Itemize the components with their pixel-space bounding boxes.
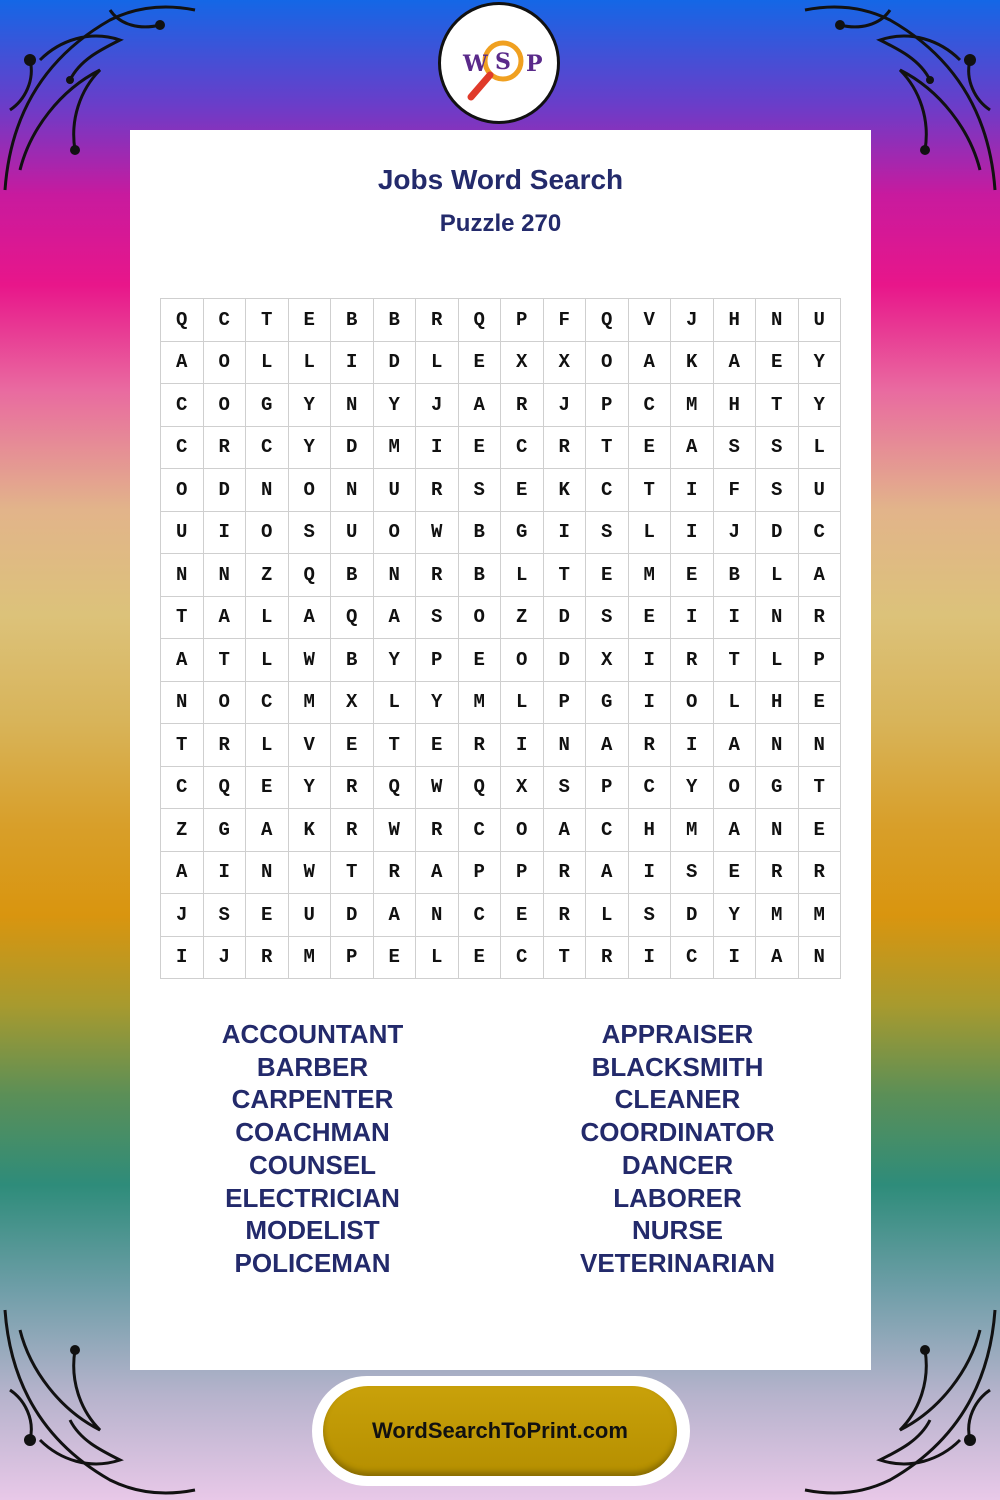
word-item: CLEANER bbox=[614, 1084, 741, 1115]
grid-cell[interactable]: B bbox=[331, 639, 374, 682]
grid-cell[interactable]: C bbox=[501, 427, 544, 470]
grid-cell[interactable]: T bbox=[544, 554, 587, 597]
grid-cell[interactable]: Y bbox=[289, 767, 332, 810]
grid-cell[interactable]: S bbox=[586, 597, 629, 640]
logo-letter-w: W bbox=[463, 51, 488, 77]
grid-cell[interactable]: Q bbox=[459, 767, 502, 810]
grid-cell[interactable]: D bbox=[671, 894, 714, 937]
grid-cell[interactable]: E bbox=[586, 554, 629, 597]
grid-cell[interactable]: O bbox=[204, 384, 247, 427]
grid-cell[interactable]: N bbox=[161, 554, 204, 597]
grid-cell[interactable]: S bbox=[204, 894, 247, 937]
grid-cell[interactable]: M bbox=[289, 682, 332, 725]
grid-cell[interactable]: R bbox=[331, 767, 374, 810]
grid-cell[interactable]: Y bbox=[416, 682, 459, 725]
grid-cell[interactable]: R bbox=[544, 894, 587, 937]
grid-cell[interactable]: K bbox=[289, 809, 332, 852]
grid-cell[interactable]: R bbox=[799, 852, 842, 895]
grid-cell[interactable]: K bbox=[671, 342, 714, 385]
grid-cell[interactable]: L bbox=[246, 724, 289, 767]
grid-cell[interactable]: I bbox=[671, 597, 714, 640]
grid-cell[interactable]: B bbox=[459, 512, 502, 555]
word-list-left bbox=[130, 1018, 495, 1280]
grid-cell[interactable]: W bbox=[416, 512, 459, 555]
grid-cell[interactable]: R bbox=[416, 554, 459, 597]
grid-cell[interactable]: W bbox=[289, 852, 332, 895]
grid-cell[interactable]: R bbox=[416, 469, 459, 512]
grid-cell[interactable]: E bbox=[756, 342, 799, 385]
grid-cell[interactable]: A bbox=[416, 852, 459, 895]
grid-cell[interactable]: E bbox=[629, 597, 672, 640]
grid-cell[interactable]: M bbox=[671, 384, 714, 427]
grid-cell[interactable]: A bbox=[246, 809, 289, 852]
grid-cell[interactable]: L bbox=[756, 554, 799, 597]
grid-cell[interactable]: N bbox=[756, 724, 799, 767]
grid-cell[interactable]: R bbox=[246, 937, 289, 980]
grid-cell[interactable]: Q bbox=[459, 299, 502, 342]
grid-cell[interactable]: E bbox=[416, 724, 459, 767]
grid-cell[interactable]: O bbox=[714, 767, 757, 810]
grid-cell[interactable]: G bbox=[204, 809, 247, 852]
grid-cell[interactable]: T bbox=[544, 937, 587, 980]
grid-cell[interactable]: M bbox=[459, 682, 502, 725]
grid-cell[interactable]: E bbox=[799, 809, 842, 852]
grid-cell[interactable]: T bbox=[586, 427, 629, 470]
grid-cell[interactable]: A bbox=[586, 724, 629, 767]
grid-cell[interactable]: I bbox=[629, 639, 672, 682]
grid-cell[interactable]: F bbox=[544, 299, 587, 342]
grid-cell[interactable]: T bbox=[756, 384, 799, 427]
grid-cell[interactable]: Y bbox=[289, 384, 332, 427]
grid-cell[interactable]: E bbox=[459, 937, 502, 980]
grid-cell[interactable]: P bbox=[544, 682, 587, 725]
grid-cell[interactable]: R bbox=[204, 724, 247, 767]
grid-cell[interactable]: W bbox=[289, 639, 332, 682]
grid-cell[interactable]: W bbox=[416, 767, 459, 810]
grid-cell[interactable]: T bbox=[204, 639, 247, 682]
grid-cell[interactable]: H bbox=[714, 384, 757, 427]
grid-cell[interactable]: L bbox=[374, 682, 417, 725]
grid-cell[interactable]: R bbox=[799, 597, 842, 640]
grid-cell[interactable]: L bbox=[756, 639, 799, 682]
grid-cell[interactable]: G bbox=[586, 682, 629, 725]
grid-cell[interactable]: C bbox=[586, 469, 629, 512]
grid-cell[interactable]: Y bbox=[671, 767, 714, 810]
grid-cell[interactable]: T bbox=[161, 597, 204, 640]
grid-cell[interactable]: U bbox=[799, 469, 842, 512]
grid-cell[interactable]: N bbox=[799, 937, 842, 980]
grid-cell[interactable]: A bbox=[544, 809, 587, 852]
grid-cell[interactable]: V bbox=[289, 724, 332, 767]
grid-cell[interactable]: U bbox=[799, 299, 842, 342]
site-logo[interactable] bbox=[438, 2, 560, 124]
word-item: COUNSEL bbox=[248, 1149, 377, 1180]
grid-cell[interactable]: R bbox=[459, 724, 502, 767]
grid-cell[interactable]: W bbox=[374, 809, 417, 852]
grid-cell[interactable]: O bbox=[246, 512, 289, 555]
grid-cell[interactable]: L bbox=[586, 894, 629, 937]
grid-cell[interactable]: I bbox=[629, 937, 672, 980]
grid-cell[interactable]: J bbox=[544, 384, 587, 427]
grid-cell[interactable]: I bbox=[331, 342, 374, 385]
grid-cell[interactable]: E bbox=[459, 427, 502, 470]
grid-cell[interactable]: N bbox=[799, 724, 842, 767]
grid-cell[interactable]: O bbox=[586, 342, 629, 385]
grid-cell[interactable]: J bbox=[671, 299, 714, 342]
grid-cell[interactable]: C bbox=[161, 767, 204, 810]
footer-site-label: WordSearchToPrint.com bbox=[372, 1418, 628, 1443]
grid-cell[interactable]: D bbox=[544, 597, 587, 640]
grid-cell[interactable]: O bbox=[459, 597, 502, 640]
grid-cell[interactable]: H bbox=[629, 809, 672, 852]
grid-cell[interactable]: D bbox=[756, 512, 799, 555]
grid-cell[interactable]: U bbox=[374, 469, 417, 512]
grid-cell[interactable]: X bbox=[331, 682, 374, 725]
word-item: ELECTRICIAN bbox=[225, 1182, 400, 1213]
grid-cell[interactable]: N bbox=[374, 554, 417, 597]
grid-cell[interactable]: L bbox=[246, 597, 289, 640]
grid-cell[interactable]: Z bbox=[501, 597, 544, 640]
grid-cell[interactable]: S bbox=[459, 469, 502, 512]
grid-cell[interactable]: S bbox=[756, 427, 799, 470]
grid-cell[interactable]: O bbox=[501, 639, 544, 682]
grid-cell[interactable]: I bbox=[204, 852, 247, 895]
grid-cell[interactable]: L bbox=[416, 937, 459, 980]
grid-cell[interactable]: L bbox=[629, 512, 672, 555]
grid-cell[interactable]: L bbox=[501, 682, 544, 725]
grid-cell[interactable]: Q bbox=[586, 299, 629, 342]
grid-cell[interactable]: P bbox=[501, 852, 544, 895]
grid-cell[interactable]: L bbox=[416, 342, 459, 385]
word-item: COACHMAN bbox=[235, 1117, 390, 1148]
grid-cell[interactable]: M bbox=[799, 894, 842, 937]
grid-cell[interactable]: C bbox=[246, 682, 289, 725]
grid-cell[interactable]: I bbox=[501, 724, 544, 767]
grid-cell[interactable]: O bbox=[374, 512, 417, 555]
grid-cell[interactable]: R bbox=[331, 809, 374, 852]
grid-cell[interactable]: I bbox=[629, 852, 672, 895]
grid-cell[interactable]: M bbox=[671, 809, 714, 852]
grid-cell[interactable]: Q bbox=[289, 554, 332, 597]
grid-cell[interactable]: T bbox=[799, 767, 842, 810]
grid-cell[interactable]: I bbox=[416, 427, 459, 470]
grid-cell[interactable]: Q bbox=[374, 767, 417, 810]
grid-cell[interactable]: C bbox=[459, 894, 502, 937]
grid-cell[interactable]: U bbox=[161, 512, 204, 555]
grid-cell[interactable]: E bbox=[501, 894, 544, 937]
grid-cell[interactable]: I bbox=[671, 469, 714, 512]
grid-cell[interactable]: A bbox=[289, 597, 332, 640]
grid-cell[interactable]: Y bbox=[799, 342, 842, 385]
grid-cell[interactable]: K bbox=[544, 469, 587, 512]
grid-cell[interactable]: B bbox=[331, 299, 374, 342]
word-item: CARPENTER bbox=[231, 1084, 394, 1115]
grid-cell[interactable]: C bbox=[799, 512, 842, 555]
grid-cell[interactable]: P bbox=[586, 767, 629, 810]
grid-cell[interactable]: O bbox=[501, 809, 544, 852]
grid-cell[interactable]: Z bbox=[161, 809, 204, 852]
grid-cell[interactable]: N bbox=[544, 724, 587, 767]
grid-cell[interactable]: G bbox=[501, 512, 544, 555]
grid-cell[interactable]: E bbox=[246, 894, 289, 937]
grid-cell[interactable]: M bbox=[289, 937, 332, 980]
grid-cell[interactable]: L bbox=[799, 427, 842, 470]
grid-cell[interactable]: N bbox=[756, 809, 799, 852]
grid-cell[interactable]: A bbox=[161, 639, 204, 682]
grid-cell[interactable]: E bbox=[246, 767, 289, 810]
grid-cell[interactable]: N bbox=[161, 682, 204, 725]
grid-cell[interactable]: Y bbox=[714, 894, 757, 937]
grid-cell[interactable]: L bbox=[246, 639, 289, 682]
grid-cell[interactable]: R bbox=[629, 724, 672, 767]
grid-cell[interactable]: D bbox=[374, 342, 417, 385]
grid-cell[interactable]: N bbox=[204, 554, 247, 597]
grid-cell[interactable]: O bbox=[161, 469, 204, 512]
grid-cell[interactable]: T bbox=[331, 852, 374, 895]
grid-cell[interactable]: M bbox=[374, 427, 417, 470]
grid-cell[interactable]: E bbox=[459, 639, 502, 682]
grid-cell[interactable]: C bbox=[161, 384, 204, 427]
logo-letter-p: P bbox=[526, 51, 543, 77]
grid-cell[interactable]: C bbox=[161, 427, 204, 470]
grid-cell[interactable]: R bbox=[416, 809, 459, 852]
grid-cell[interactable]: E bbox=[459, 342, 502, 385]
grid-cell[interactable]: A bbox=[714, 809, 757, 852]
grid-cell[interactable]: N bbox=[246, 469, 289, 512]
grid-cell[interactable]: P bbox=[331, 937, 374, 980]
grid-cell[interactable]: C bbox=[671, 937, 714, 980]
grid-cell[interactable]: T bbox=[246, 299, 289, 342]
grid-cell[interactable]: O bbox=[204, 682, 247, 725]
grid-cell[interactable]: S bbox=[629, 894, 672, 937]
word-item: BARBER bbox=[256, 1051, 369, 1082]
word-item: VETERINARIAN bbox=[579, 1247, 775, 1278]
grid-cell[interactable]: O bbox=[289, 469, 332, 512]
grid-cell[interactable]: L bbox=[501, 554, 544, 597]
grid-cell[interactable]: A bbox=[161, 342, 204, 385]
grid-cell[interactable]: R bbox=[374, 852, 417, 895]
grid-cell[interactable]: B bbox=[714, 554, 757, 597]
grid-cell[interactable]: M bbox=[629, 554, 672, 597]
word-item: MODELIST bbox=[245, 1215, 380, 1246]
grid-cell[interactable]: N bbox=[756, 299, 799, 342]
puzzle-card bbox=[130, 130, 871, 1370]
grid-cell[interactable]: I bbox=[161, 937, 204, 980]
grid-cell[interactable]: D bbox=[331, 894, 374, 937]
grid-cell[interactable]: R bbox=[204, 427, 247, 470]
grid-cell[interactable]: C bbox=[586, 809, 629, 852]
word-item: DANCER bbox=[621, 1149, 734, 1180]
grid-cell[interactable]: J bbox=[416, 384, 459, 427]
grid-cell[interactable]: A bbox=[161, 852, 204, 895]
word-list bbox=[130, 1018, 871, 1280]
letter-grid bbox=[160, 298, 841, 979]
grid-cell[interactable]: I bbox=[629, 682, 672, 725]
word-item: POLICEMAN bbox=[234, 1247, 391, 1278]
grid-cell[interactable]: R bbox=[671, 639, 714, 682]
grid-cell[interactable]: C bbox=[629, 384, 672, 427]
grid-cell[interactable]: S bbox=[756, 469, 799, 512]
grid-cell[interactable]: X bbox=[544, 342, 587, 385]
grid-cell[interactable]: A bbox=[629, 342, 672, 385]
grid-cell[interactable]: I bbox=[204, 512, 247, 555]
grid-cell[interactable]: E bbox=[799, 682, 842, 725]
grid-cell[interactable]: R bbox=[544, 427, 587, 470]
grid-cell[interactable]: S bbox=[289, 512, 332, 555]
grid-cell[interactable]: H bbox=[714, 299, 757, 342]
grid-cell[interactable]: A bbox=[714, 342, 757, 385]
grid-cell[interactable]: P bbox=[501, 299, 544, 342]
grid-cell[interactable]: V bbox=[629, 299, 672, 342]
grid-cell[interactable]: A bbox=[374, 894, 417, 937]
grid-cell[interactable]: N bbox=[756, 597, 799, 640]
grid-cell[interactable]: E bbox=[374, 937, 417, 980]
grid-cell[interactable]: A bbox=[204, 597, 247, 640]
grid-cell[interactable]: C bbox=[246, 427, 289, 470]
magnifier-logo-icon bbox=[441, 5, 557, 121]
footer-link[interactable] bbox=[323, 1386, 677, 1476]
grid-cell[interactable]: A bbox=[586, 852, 629, 895]
grid-cell[interactable]: C bbox=[204, 299, 247, 342]
grid-cell[interactable]: D bbox=[204, 469, 247, 512]
grid-cell[interactable]: Z bbox=[246, 554, 289, 597]
grid-cell[interactable]: I bbox=[544, 512, 587, 555]
word-list-right bbox=[495, 1018, 860, 1280]
grid-cell[interactable]: J bbox=[714, 512, 757, 555]
grid-cell[interactable]: U bbox=[331, 512, 374, 555]
grid-cell[interactable]: E bbox=[501, 469, 544, 512]
grid-cell[interactable]: I bbox=[671, 724, 714, 767]
grid-cell[interactable]: T bbox=[629, 469, 672, 512]
grid-cell[interactable]: N bbox=[331, 469, 374, 512]
grid-cell[interactable]: P bbox=[416, 639, 459, 682]
grid-cell[interactable]: I bbox=[714, 937, 757, 980]
grid-cell[interactable]: P bbox=[586, 384, 629, 427]
grid-cell[interactable]: S bbox=[544, 767, 587, 810]
grid-cell[interactable]: R bbox=[586, 937, 629, 980]
grid-cell[interactable]: Q bbox=[204, 767, 247, 810]
grid-cell[interactable]: M bbox=[756, 894, 799, 937]
grid-cell[interactable]: S bbox=[671, 852, 714, 895]
grid-cell[interactable]: A bbox=[799, 554, 842, 597]
grid-cell[interactable]: P bbox=[459, 852, 502, 895]
grid-cell[interactable]: S bbox=[416, 597, 459, 640]
word-item: LABORER bbox=[613, 1182, 742, 1213]
word-item: COORDINATOR bbox=[580, 1117, 775, 1148]
grid-cell[interactable]: J bbox=[204, 937, 247, 980]
grid-cell[interactable]: U bbox=[289, 894, 332, 937]
grid-cell[interactable]: A bbox=[714, 724, 757, 767]
word-item: NURSE bbox=[631, 1215, 723, 1246]
grid-cell[interactable]: P bbox=[799, 639, 842, 682]
grid-cell[interactable]: B bbox=[459, 554, 502, 597]
grid-cell[interactable]: S bbox=[714, 427, 757, 470]
grid-cell[interactable]: T bbox=[374, 724, 417, 767]
grid-cell[interactable]: O bbox=[204, 342, 247, 385]
grid-cell[interactable]: G bbox=[756, 767, 799, 810]
grid-cell[interactable]: S bbox=[586, 512, 629, 555]
puzzle-number: Puzzle 270 bbox=[439, 210, 562, 237]
grid-cell[interactable]: X bbox=[586, 639, 629, 682]
grid-cell[interactable]: R bbox=[544, 852, 587, 895]
grid-cell[interactable]: L bbox=[714, 682, 757, 725]
logo-letter-s: S bbox=[495, 49, 511, 75]
grid-cell[interactable]: A bbox=[459, 384, 502, 427]
grid-cell[interactable]: C bbox=[501, 937, 544, 980]
grid-cell[interactable]: N bbox=[246, 852, 289, 895]
grid-cell[interactable]: B bbox=[374, 299, 417, 342]
grid-cell[interactable]: A bbox=[671, 427, 714, 470]
page-title: Jobs Word Search bbox=[377, 164, 624, 195]
grid-cell[interactable]: X bbox=[501, 342, 544, 385]
grid-cell[interactable]: Y bbox=[374, 384, 417, 427]
word-item: ACCOUNTANT bbox=[221, 1019, 404, 1049]
grid-cell[interactable]: A bbox=[374, 597, 417, 640]
grid-cell[interactable]: I bbox=[714, 597, 757, 640]
grid-cell[interactable]: Q bbox=[161, 299, 204, 342]
grid-cell[interactable]: Y bbox=[289, 427, 332, 470]
grid-cell[interactable]: E bbox=[289, 299, 332, 342]
grid-cell[interactable]: Y bbox=[374, 639, 417, 682]
grid-cell[interactable]: R bbox=[501, 384, 544, 427]
grid-cell[interactable]: T bbox=[714, 639, 757, 682]
grid-cell[interactable]: X bbox=[501, 767, 544, 810]
grid-cell[interactable]: I bbox=[671, 512, 714, 555]
grid-cell[interactable]: R bbox=[756, 852, 799, 895]
grid-cell[interactable]: B bbox=[331, 554, 374, 597]
grid-cell[interactable]: A bbox=[756, 937, 799, 980]
grid-cell[interactable]: L bbox=[246, 342, 289, 385]
grid-cell[interactable]: D bbox=[331, 427, 374, 470]
grid-cell[interactable]: E bbox=[714, 852, 757, 895]
word-item: APPRAISER bbox=[601, 1019, 754, 1049]
grid-cell[interactable]: R bbox=[416, 299, 459, 342]
word-item: BLACKSMITH bbox=[591, 1051, 764, 1082]
grid-cell[interactable]: J bbox=[161, 894, 204, 937]
grid-cell[interactable]: E bbox=[629, 427, 672, 470]
grid-cell[interactable]: E bbox=[331, 724, 374, 767]
grid-cell[interactable]: O bbox=[671, 682, 714, 725]
grid-cell[interactable]: G bbox=[246, 384, 289, 427]
grid-cell[interactable]: E bbox=[671, 554, 714, 597]
grid-cell[interactable]: T bbox=[161, 724, 204, 767]
grid-cell[interactable]: L bbox=[289, 342, 332, 385]
grid-cell[interactable]: C bbox=[459, 809, 502, 852]
grid-cell[interactable]: D bbox=[544, 639, 587, 682]
grid-cell[interactable]: C bbox=[629, 767, 672, 810]
grid-cell[interactable]: N bbox=[416, 894, 459, 937]
grid-cell[interactable]: H bbox=[756, 682, 799, 725]
grid-cell[interactable]: Q bbox=[331, 597, 374, 640]
grid-cell[interactable]: F bbox=[714, 469, 757, 512]
grid-cell[interactable]: Y bbox=[799, 384, 842, 427]
grid-cell[interactable]: N bbox=[331, 384, 374, 427]
